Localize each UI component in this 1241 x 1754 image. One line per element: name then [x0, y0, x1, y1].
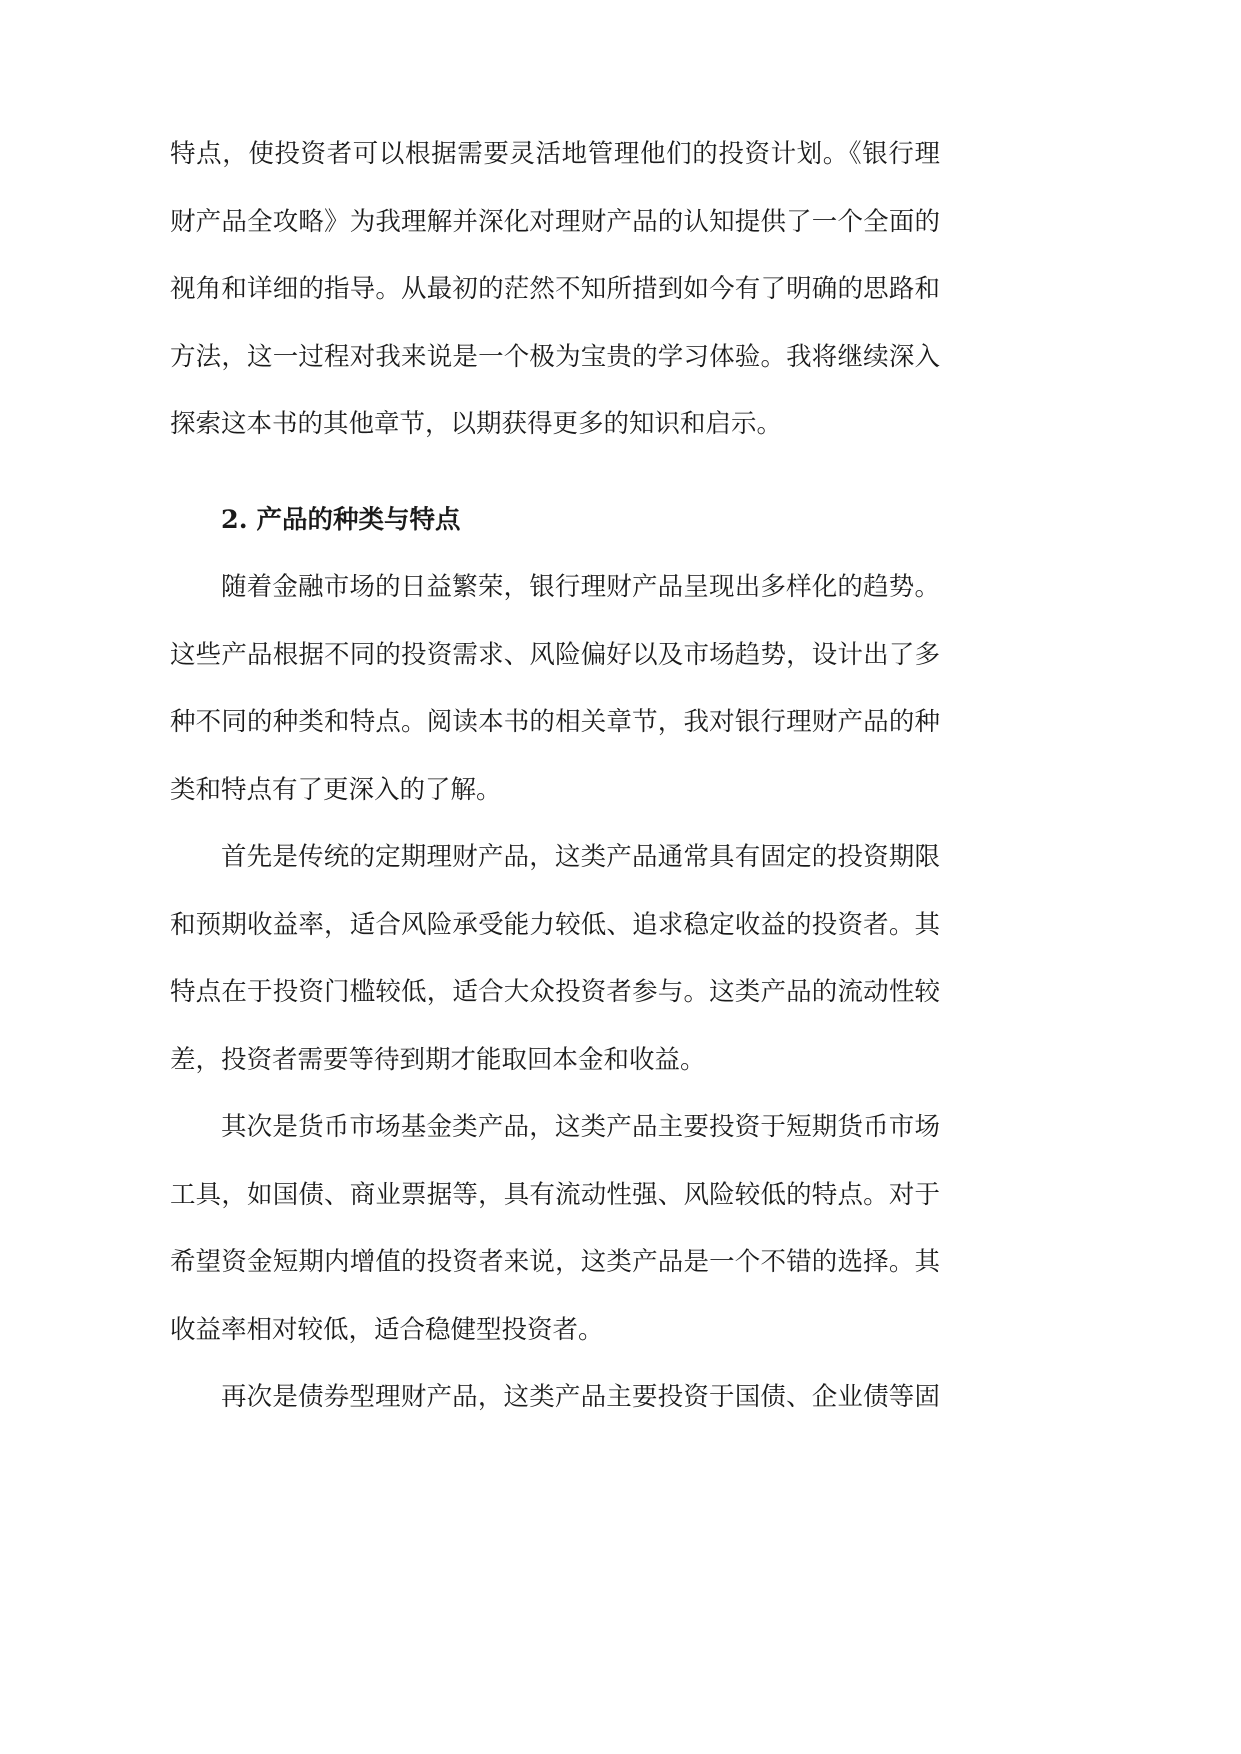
- text-line: 特点在于投资门槛较低，适合大众投资者参与。这类产品的流动性较: [170, 977, 940, 1007]
- text-line: 工具，如国债、商业票据等，具有流动性强、风险较低的特点。对于: [170, 1179, 940, 1210]
- text-line: 希望资金短期内增值的投资者来说，这类产品是一个不错的选择。其: [170, 1247, 940, 1277]
- continuation-paragraph: [170, 121, 940, 459]
- text-line: 这些产品根据不同的投资需求、风险偏好以及市场趋势，设计出了多: [170, 639, 940, 670]
- text-line: 其次是货币市场基金类产品，这类产品主要投资于短期货币市场: [221, 1112, 940, 1142]
- document-body: [170, 121, 940, 1432]
- text-line: 收益率相对较低，适合稳健型投资者。: [170, 1314, 604, 1345]
- text-line: 和预期收益率，适合风险承受能力较低、追求稳定收益的投资者。其: [170, 909, 940, 940]
- text-line: 首先是传统的定期理财产品，这类产品通常具有固定的投资期限: [221, 842, 940, 872]
- text-line: 再次是债券型理财产品，这类产品主要投资于国债、企业债等固: [221, 1382, 940, 1412]
- text-line: 方法，这一过程对我来说是一个极为宝贵的学习体验。我将继续深入: [170, 341, 940, 372]
- paragraph-4: [170, 1364, 940, 1432]
- text-line: 特点，使投资者可以根据需要灵活地管理他们的投资计划。《银行理: [170, 139, 940, 169]
- text-line: 类和特点有了更深入的了解。: [170, 774, 502, 805]
- text-line: 随着金融市场的日益繁荣，银行理财产品呈现出多样化的趋势。: [221, 572, 940, 602]
- text-line: 视角和详细的指导。从最初的茫然不知所措到如今有了明确的思路和: [170, 274, 940, 304]
- text-line: 差，投资者需要等待到期才能取回本金和收益。: [170, 1044, 706, 1075]
- text-line: 种不同的种类和特点。阅读本书的相关章节，我对银行理财产品的种: [170, 707, 940, 737]
- text-line: 探索这本书的其他章节，以期获得更多的知识和启示。: [170, 409, 783, 439]
- paragraph-3: [170, 1094, 940, 1364]
- paragraph-1: [170, 554, 940, 824]
- text-line: 财产品全攻略》为我理解并深化对理财产品的认知提供了一个全面的: [170, 206, 940, 237]
- paragraph-2: [170, 824, 940, 1094]
- section-heading: 2. 产品的种类与特点: [221, 504, 461, 535]
